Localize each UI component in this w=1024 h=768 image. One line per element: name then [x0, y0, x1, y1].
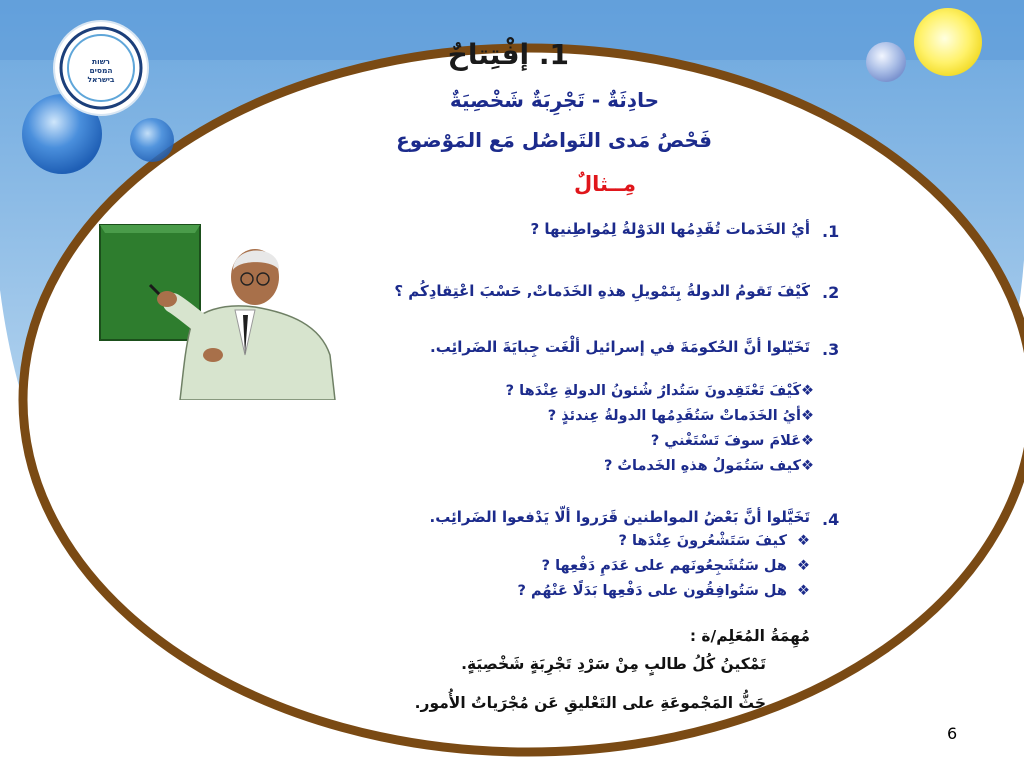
slide-subtitle-1: حادِثَةٌ - تَجْرِبَةٌ شَخْصِيَةٌ: [449, 88, 659, 112]
question-1-number: .1: [822, 222, 840, 241]
slide-title: 1. إفْتِتاحٌ: [447, 38, 569, 71]
diamond-bullet-icon: ❖: [801, 408, 814, 424]
question-1-text: أيُ الخَدَمات تُقَدِمُها الدَوْلةُ لِمُواطِنيها ?: [530, 220, 810, 238]
q3-bullet-2: ❖أيُ الخَدَماتْ سَتُقَدِمُها الدولةُ عِندئذٍ ?: [547, 408, 814, 424]
q4-bullet-1: ❖ كيفَ سَتَشْعُرونَ عِنْدَها ?: [618, 533, 810, 549]
page-number: 6: [947, 724, 958, 743]
diamond-bullet-icon: ❖: [797, 558, 810, 574]
question-3-number: .3: [822, 340, 840, 359]
q3-bullet-3: ❖عَلامَ سوفَ تَسْتَغْني ?: [650, 433, 814, 449]
bubble-right-small: [866, 42, 906, 82]
logo-text: רשות המסים בישראל: [87, 57, 115, 84]
question-4-text: تَخَيَّلوا أنَّ بَعْضُ المواطنين قَرَروا ألّا يَدْفعوا الضَرائِب.: [429, 508, 810, 526]
question-4-number: .4: [822, 510, 840, 529]
teacher-task-line-2: حَثُّ المَجْموعَةِ على التَعْليقِ عَن مُجْرَياتُ الأُمور.: [414, 694, 766, 712]
question-2-text: كَيْفَ تَقومُ الدولةُ بِتَمْويلِ هذهِ الخَدَماتْ, حَسْبَ اعْتِقادِكُم ؟: [394, 282, 810, 300]
diamond-bullet-icon: ❖: [801, 458, 814, 474]
teacher-task-label: مُهِمَةُ المُعَلِم/ة :: [689, 627, 810, 645]
q3-bullet-1: ❖كَيْفَ تَعْتَقِدونَ سَتُدارُ شُئونُ الدولةِ عِنْدَها ?: [505, 383, 814, 399]
question-3-text: تَخَيّلوا أنَّ الحُكومَةَ في إسرائيل ألْغَت جِبايَةَ الضَرائِب.: [430, 338, 810, 356]
bubble-left-small: [130, 118, 174, 162]
question-2-number: .2: [822, 283, 840, 302]
tax-authority-logo: [55, 22, 147, 114]
q4-bullet-3: ❖ هل سَتُوافِقُون على دَفْعِها بَدَلًا عَنْهُم ?: [517, 583, 810, 599]
diamond-bullet-icon: ❖: [801, 433, 814, 449]
slide-subtitle-2: فَحْصُ مَدى التَواصُل مَع المَوْضوع: [396, 128, 712, 152]
teacher-pointing-illustration: [95, 215, 340, 400]
sun-circle: [914, 8, 982, 76]
example-label: مِــثالٌ: [573, 172, 636, 196]
diamond-bullet-icon: ❖: [797, 583, 810, 599]
q3-bullet-4: ❖كيف سَتُمَولُ هذهِ الخَدماتُ ?: [603, 458, 814, 474]
teacher-task-line-1: تَمْكينُ كُلُ طالبٍ مِنْ سَرْدِ تَجْرِبَةٍ شَخْصِيَةٍ.: [461, 655, 766, 673]
q4-bullet-2: ❖ هل سَتُشَجِعُونَهم على عَدَمِ دَفْعِها ?: [541, 558, 810, 574]
diamond-bullet-icon: ❖: [801, 383, 814, 399]
diamond-bullet-icon: ❖: [797, 533, 810, 549]
